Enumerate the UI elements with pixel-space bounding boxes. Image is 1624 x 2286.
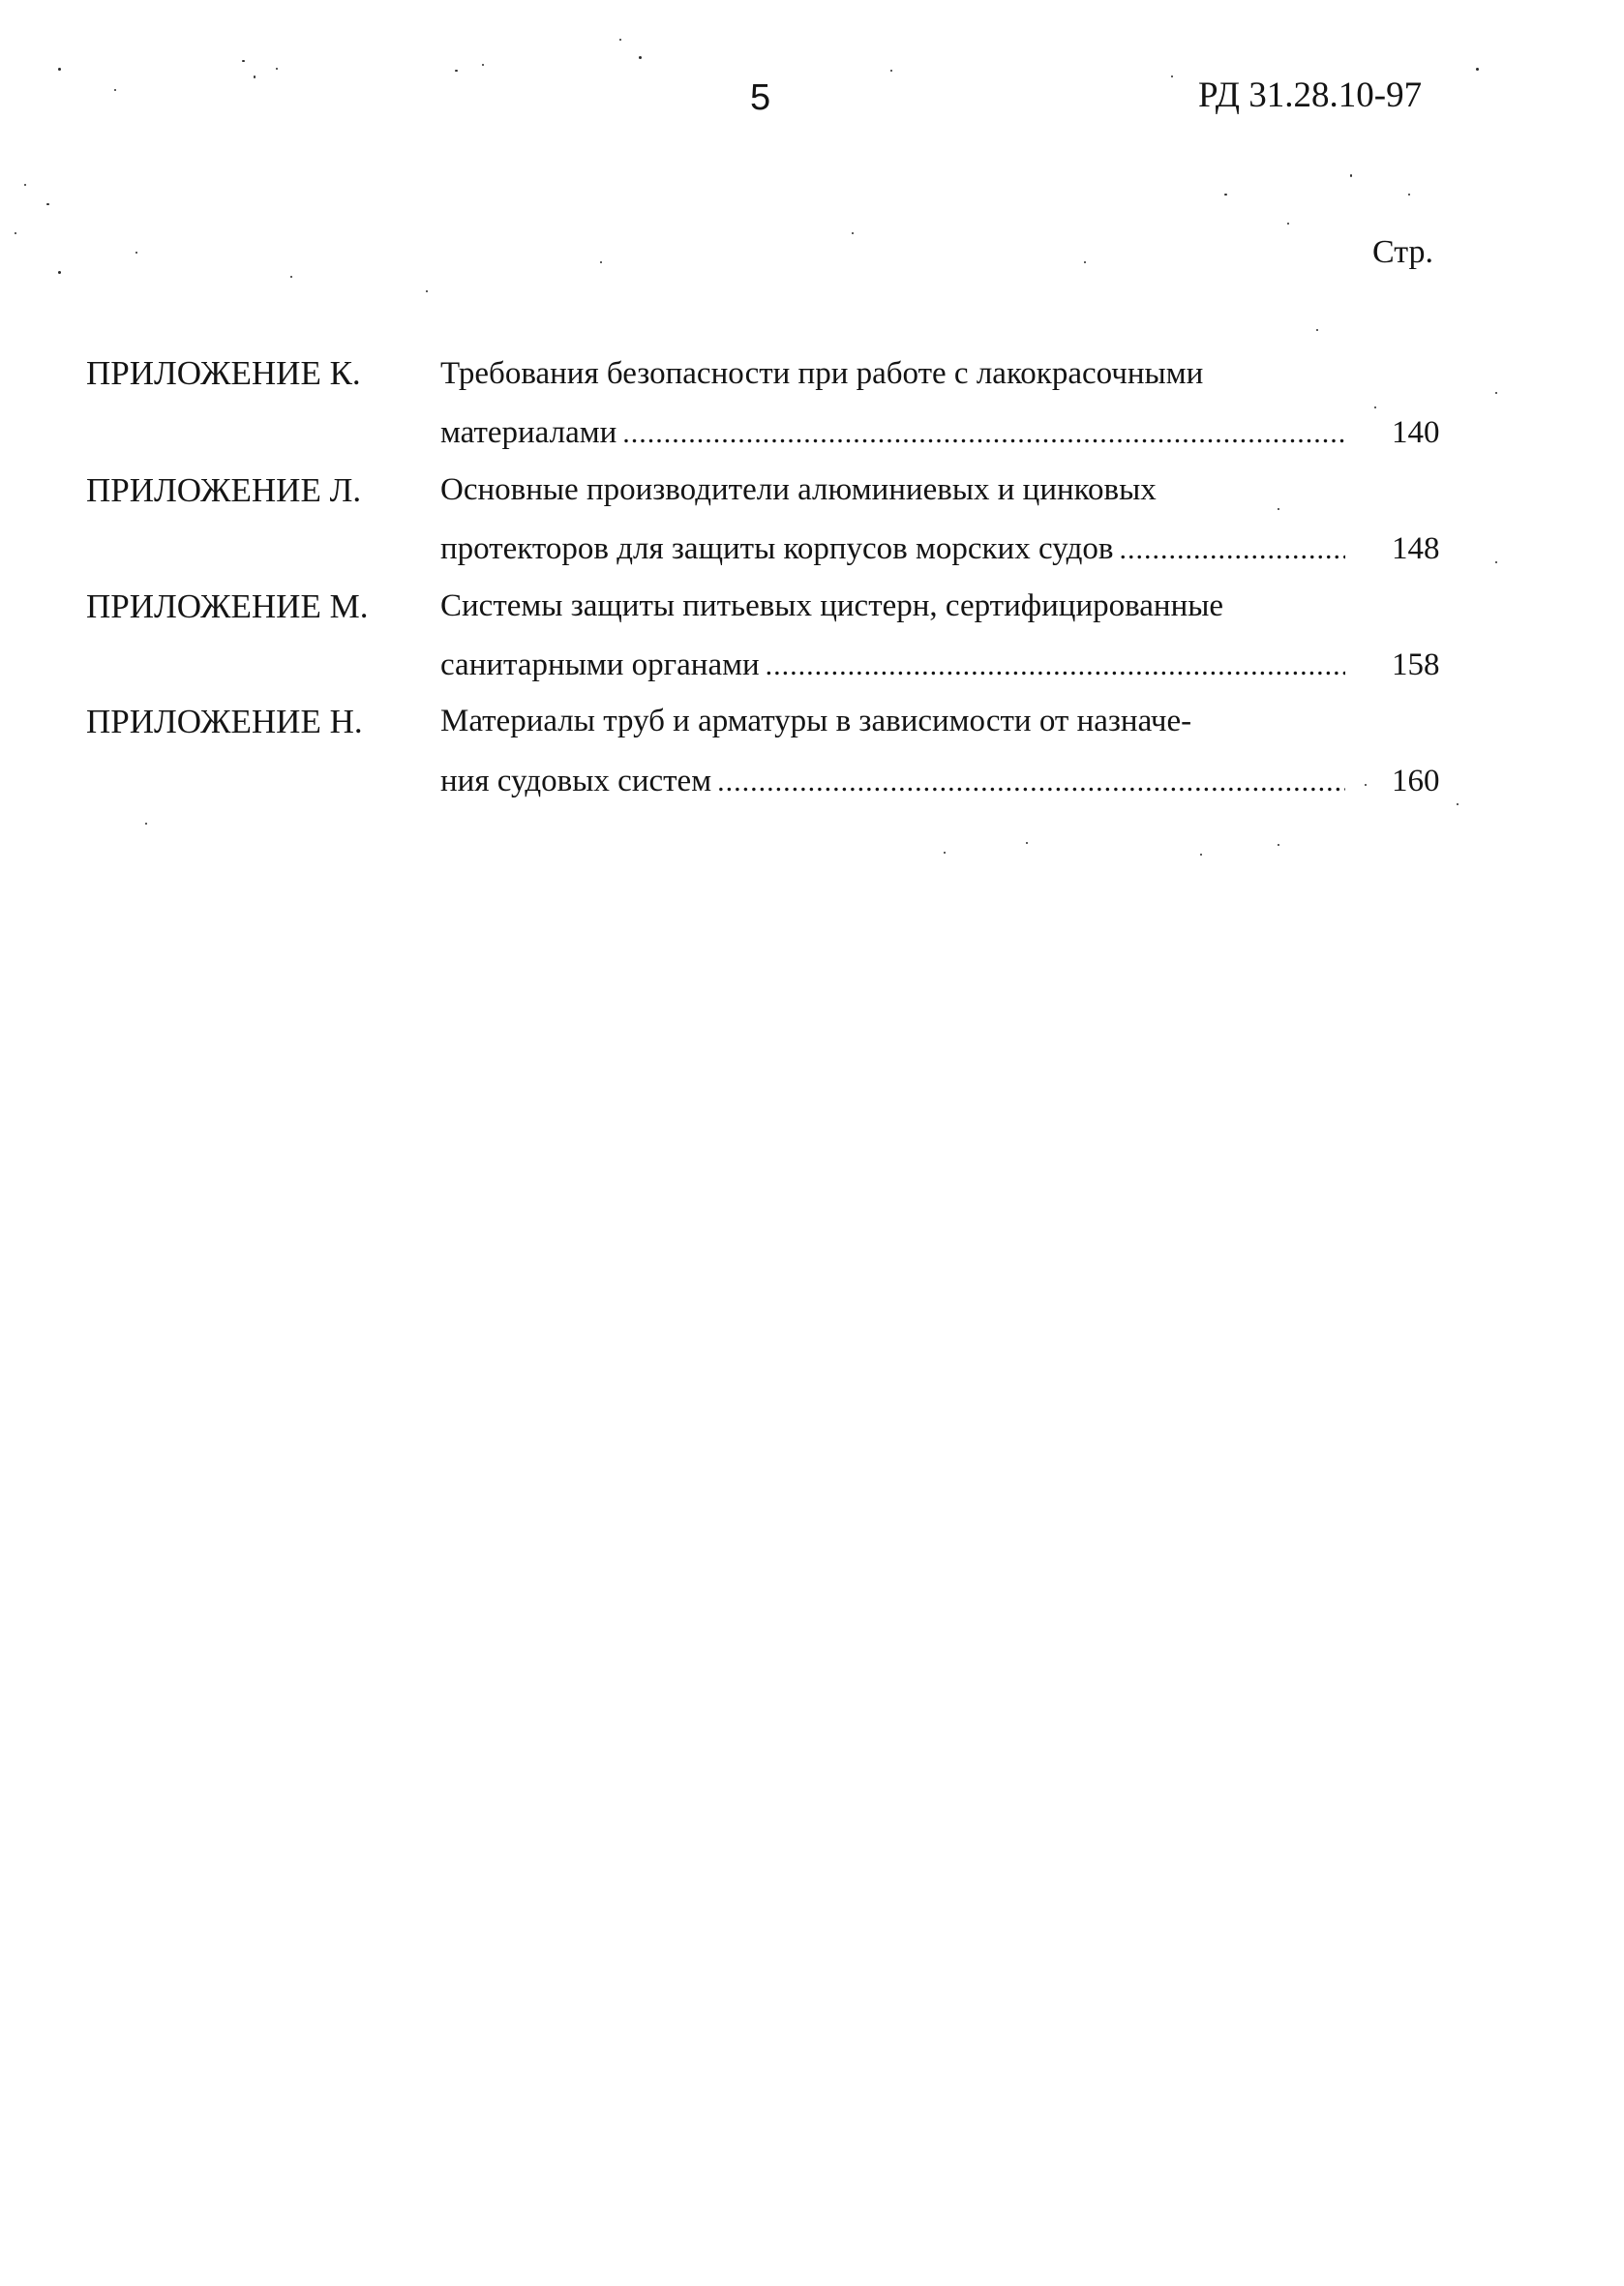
toc-entry-label: ПРИЛОЖЕНИЕ К. (86, 354, 361, 392)
toc-entry-title-line2 (440, 533, 1345, 565)
dot-leader (1119, 535, 1345, 564)
page-number: 5 (750, 77, 771, 118)
dot-leader (622, 419, 1345, 448)
toc-entry-page: 160 (1392, 764, 1440, 798)
document-code: РД 31.28.10-97 (1198, 75, 1423, 115)
toc-entry-title-line1: Требования безопасности при работе с лакокрасочными (440, 356, 1204, 391)
toc-entry-title-text: протекторов для защиты корпусов морских судов (440, 533, 1114, 565)
toc-entry-page: 148 (1392, 531, 1440, 566)
dot-leader (717, 767, 1345, 797)
toc-entry-page: 158 (1392, 647, 1440, 682)
toc-entry-label: ПРИЛОЖЕНИЕ Н. (86, 703, 363, 740)
toc-entry-title-line2 (440, 417, 1345, 449)
dot-leader (766, 651, 1345, 680)
toc-entry-label: ПРИЛОЖЕНИЕ М. (86, 587, 369, 625)
toc-entry-title-text: ния судовых систем (440, 766, 712, 797)
toc-entry-title-line1: Системы защиты питьевых цистерн, сертифицированные (440, 588, 1224, 623)
toc-entry-title-text: материалами (440, 417, 617, 449)
toc-entry-page: 140 (1392, 415, 1440, 450)
toc-entry-title-line1: Материалы труб и арматуры в зависимости от назначе- (440, 704, 1192, 738)
toc-entry-label: ПРИЛОЖЕНИЕ Л. (86, 471, 362, 509)
toc-entry-title-line2 (440, 649, 1345, 681)
page-column-header: Стр. (1372, 234, 1434, 270)
toc-entry-title-line1: Основные производители алюминиевых и цинковых (440, 472, 1157, 507)
toc-entry-title-line2 (440, 766, 1345, 797)
toc-entry-title-text: санитарными органами (440, 649, 760, 681)
